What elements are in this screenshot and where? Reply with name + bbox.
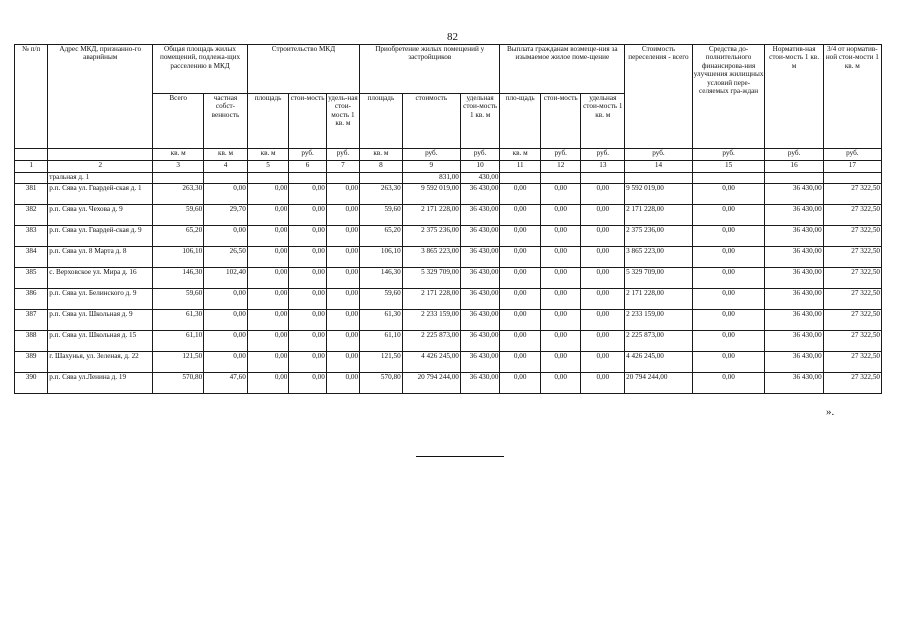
footer-rule — [416, 456, 504, 457]
cell-pay-area: 0,00 — [500, 247, 541, 268]
cell-acq-unit: 36 430,00 — [460, 310, 500, 331]
cell-row-number: 386 — [15, 289, 48, 310]
page-number: 82 — [447, 31, 458, 43]
cell-address: р.п. Сява ул. 8 Марта д. 8 — [48, 247, 153, 268]
cell-area-private: 102,40 — [204, 268, 248, 289]
column-number: 4 — [204, 161, 248, 173]
cell-address: р.п. Сява ул. Чехова д. 9 — [48, 205, 153, 226]
table-row — [15, 184, 882, 205]
cell-pay-area: 0,00 — [500, 289, 541, 310]
cell-pay-cost: 0,00 — [540, 184, 581, 205]
cell-constr-area: 0,00 — [247, 268, 289, 289]
cell-row-number: 390 — [15, 373, 48, 394]
cell-normative-cost: 36 430,00 — [765, 184, 823, 205]
cell-constr-cost: 0,00 — [289, 205, 326, 226]
header-acq-area: площадь — [360, 94, 403, 149]
cont-address: тральная д. 1 — [48, 173, 153, 184]
unit-cell: руб. — [765, 149, 823, 161]
cell-area-total: 61,10 — [153, 331, 204, 352]
unit-cell: кв. м — [204, 149, 248, 161]
cell-pay-area: 0,00 — [500, 184, 541, 205]
cell-pay-unit: 0,00 — [581, 352, 625, 373]
table-row — [15, 331, 882, 352]
cell-normative-cost: 36 430,00 — [765, 373, 823, 394]
cell-constr-unit: 0,00 — [326, 289, 359, 310]
cell-acq-cost: 4 426 245,00 — [402, 352, 460, 373]
cell-constr-cost: 0,00 — [289, 331, 326, 352]
cell-acq-area: 59,60 — [360, 205, 403, 226]
table-row — [15, 247, 882, 268]
cell-acq-area: 570,80 — [360, 373, 403, 394]
cont-acq-cost: 831,00 — [402, 173, 460, 184]
cell-constr-cost: 0,00 — [289, 310, 326, 331]
cell-three-quarters: 27 322,50 — [823, 268, 881, 289]
cell-total-cost: 2 225 873,00 — [625, 331, 693, 352]
cell-additional-funds: 0,00 — [692, 184, 765, 205]
cell-row-number: 388 — [15, 331, 48, 352]
cell-address: р.п. Сява ул. Школьная д. 15 — [48, 331, 153, 352]
cont-blank — [15, 173, 48, 184]
table-row — [15, 289, 882, 310]
cell-constr-area: 0,00 — [247, 331, 289, 352]
cell-constr-area: 0,00 — [247, 352, 289, 373]
cell-acq-area: 65,20 — [360, 226, 403, 247]
cell-total-cost: 2 233 159,00 — [625, 310, 693, 331]
cell-area-private: 26,50 — [204, 247, 248, 268]
cell-constr-unit: 0,00 — [326, 247, 359, 268]
cell-constr-cost: 0,00 — [289, 268, 326, 289]
cell-constr-area: 0,00 — [247, 205, 289, 226]
table-row — [15, 310, 882, 331]
cell-area-total: 146,30 — [153, 268, 204, 289]
cell-acq-cost: 2 225 873,00 — [402, 331, 460, 352]
cell-additional-funds: 0,00 — [692, 226, 765, 247]
cell-pay-cost: 0,00 — [540, 352, 581, 373]
cell-row-number: 383 — [15, 226, 48, 247]
column-number: 12 — [540, 161, 581, 173]
column-number: 9 — [402, 161, 460, 173]
cell-acq-cost: 2 233 159,00 — [402, 310, 460, 331]
cell-constr-unit: 0,00 — [326, 205, 359, 226]
cell-normative-cost: 36 430,00 — [765, 205, 823, 226]
header-normative-cost: Норматив-ная стои-мость 1 кв. м — [765, 45, 823, 149]
cell-pay-area: 0,00 — [500, 310, 541, 331]
header-pay-unit: удельная стои-мость 1 кв. м — [581, 94, 625, 149]
unit-cell: кв. м — [360, 149, 403, 161]
header-address: Адрес МКД, признанно-го аварийным — [48, 45, 153, 149]
column-number: 17 — [823, 161, 881, 173]
cell-area-total: 121,50 — [153, 352, 204, 373]
header-pay-cost: стои-мость — [540, 94, 581, 149]
cell-additional-funds: 0,00 — [692, 247, 765, 268]
cell-row-number: 387 — [15, 310, 48, 331]
column-number: 6 — [289, 161, 326, 173]
cell-normative-cost: 36 430,00 — [765, 331, 823, 352]
table-row — [15, 205, 882, 226]
cell-constr-area: 0,00 — [247, 310, 289, 331]
cell-acq-area: 146,30 — [360, 268, 403, 289]
cell-pay-area: 0,00 — [500, 331, 541, 352]
cell-three-quarters: 27 322,50 — [823, 310, 881, 331]
cell-total-cost: 3 865 223,00 — [625, 247, 693, 268]
cell-pay-cost: 0,00 — [540, 373, 581, 394]
cell-address: р.п. Сява ул. Школьная д. 9 — [48, 310, 153, 331]
cell-pay-cost: 0,00 — [540, 268, 581, 289]
cell-acq-cost: 2 171 228,00 — [402, 289, 460, 310]
column-number: 3 — [153, 161, 204, 173]
column-number: 15 — [692, 161, 765, 173]
cell-row-number: 382 — [15, 205, 48, 226]
cell-three-quarters: 27 322,50 — [823, 331, 881, 352]
unit-cell: кв. м — [247, 149, 289, 161]
unit-cell: кв. м — [153, 149, 204, 161]
cell-acq-cost: 20 794 244,00 — [402, 373, 460, 394]
column-number: 10 — [460, 161, 500, 173]
table-row — [15, 268, 882, 289]
cell-acq-area: 121,50 — [360, 352, 403, 373]
cell-constr-cost: 0,00 — [289, 373, 326, 394]
cell-constr-area: 0,00 — [247, 184, 289, 205]
column-number: 14 — [625, 161, 693, 173]
cell-acq-area: 106,10 — [360, 247, 403, 268]
header-area-private: частная собст-венность — [204, 94, 248, 149]
cell-three-quarters: 27 322,50 — [823, 205, 881, 226]
cell-pay-unit: 0,00 — [581, 226, 625, 247]
cell-acq-cost: 2 375 236,00 — [402, 226, 460, 247]
cell-constr-cost: 0,00 — [289, 352, 326, 373]
cell-acq-unit: 36 430,00 — [460, 226, 500, 247]
cell-row-number: 384 — [15, 247, 48, 268]
column-number: 13 — [581, 161, 625, 173]
cell-acq-unit: 36 430,00 — [460, 352, 500, 373]
column-number: 2 — [48, 161, 153, 173]
cell-pay-area: 0,00 — [500, 373, 541, 394]
unit-cell: руб. — [540, 149, 581, 161]
cell-constr-unit: 0,00 — [326, 331, 359, 352]
unit-cell: руб. — [581, 149, 625, 161]
unit-cell: кв. м — [500, 149, 541, 161]
cell-normative-cost: 36 430,00 — [765, 310, 823, 331]
cell-constr-unit: 0,00 — [326, 373, 359, 394]
cell-acq-unit: 36 430,00 — [460, 373, 500, 394]
cell-address: р.п. Сява ул. Гвардей-ская д. 1 — [48, 184, 153, 205]
cell-three-quarters: 27 322,50 — [823, 247, 881, 268]
unit-cell: руб. — [289, 149, 326, 161]
cell-pay-area: 0,00 — [500, 205, 541, 226]
cell-row-number: 381 — [15, 184, 48, 205]
cell-constr-unit: 0,00 — [326, 184, 359, 205]
cell-additional-funds: 0,00 — [692, 268, 765, 289]
cell-additional-funds: 0,00 — [692, 289, 765, 310]
header-constr-unit: удель-ная стои-мость 1 кв. м — [326, 94, 359, 149]
cell-row-number: 385 — [15, 268, 48, 289]
cell-constr-area: 0,00 — [247, 247, 289, 268]
unit-cell: руб. — [402, 149, 460, 161]
table-row — [15, 373, 882, 394]
cell-normative-cost: 36 430,00 — [765, 226, 823, 247]
header-acquisition-group: Приобретение жилых помещений у застройщиков — [360, 45, 500, 94]
cell-area-total: 106,10 — [153, 247, 204, 268]
cell-pay-unit: 0,00 — [581, 247, 625, 268]
cell-pay-area: 0,00 — [500, 352, 541, 373]
resettlement-table — [14, 44, 882, 394]
cell-pay-cost: 0,00 — [540, 226, 581, 247]
header-payment-group: Выплата гражданам возмеще-ния за изымаемое жилое поме-щение — [500, 45, 625, 94]
cell-constr-cost: 0,00 — [289, 226, 326, 247]
cell-three-quarters: 27 322,50 — [823, 184, 881, 205]
cell-normative-cost: 36 430,00 — [765, 352, 823, 373]
cell-acq-area: 61,10 — [360, 331, 403, 352]
cell-total-cost: 5 329 709,00 — [625, 268, 693, 289]
cell-pay-cost: 0,00 — [540, 247, 581, 268]
cell-additional-funds: 0,00 — [692, 205, 765, 226]
cell-pay-unit: 0,00 — [581, 205, 625, 226]
cell-total-cost: 9 592 019,00 — [625, 184, 693, 205]
units-blank — [15, 149, 48, 161]
cell-pay-cost: 0,00 — [540, 310, 581, 331]
cell-area-total: 263,30 — [153, 184, 204, 205]
cell-area-private: 0,00 — [204, 310, 248, 331]
cell-additional-funds: 0,00 — [692, 331, 765, 352]
cell-acq-unit: 36 430,00 — [460, 268, 500, 289]
header-total-cost: Стоимость переселения - всего — [625, 45, 693, 149]
cell-acq-cost: 5 329 709,00 — [402, 268, 460, 289]
cont-acq-unit: 430,00 — [460, 173, 500, 184]
cell-acq-unit: 36 430,00 — [460, 331, 500, 352]
cell-area-private: 47,60 — [204, 373, 248, 394]
cell-constr-unit: 0,00 — [326, 226, 359, 247]
cell-pay-unit: 0,00 — [581, 268, 625, 289]
cell-area-total: 65,20 — [153, 226, 204, 247]
cell-area-private: 29,70 — [204, 205, 248, 226]
cell-three-quarters: 27 322,50 — [823, 226, 881, 247]
cell-area-private: 0,00 — [204, 226, 248, 247]
column-number: 1 — [15, 161, 48, 173]
table-row — [15, 226, 882, 247]
column-numbers-row — [15, 161, 882, 173]
cell-total-cost: 2 375 236,00 — [625, 226, 693, 247]
cell-area-total: 59,60 — [153, 205, 204, 226]
column-number: 5 — [247, 161, 289, 173]
cell-three-quarters: 27 322,50 — [823, 352, 881, 373]
cell-acq-area: 59,60 — [360, 289, 403, 310]
closing-quote-mark: ». — [826, 406, 835, 418]
header-constr-cost: стои-мость — [289, 94, 326, 149]
cell-normative-cost: 36 430,00 — [765, 247, 823, 268]
cell-total-cost: 4 426 245,00 — [625, 352, 693, 373]
cell-pay-unit: 0,00 — [581, 310, 625, 331]
cell-total-cost: 2 171 228,00 — [625, 205, 693, 226]
cell-normative-cost: 36 430,00 — [765, 268, 823, 289]
cell-address: р.п. Сява ул. Белинского д. 9 — [48, 289, 153, 310]
header-acq-unit: удельная стои-мость 1 кв. м — [460, 94, 500, 149]
cell-three-quarters: 27 322,50 — [823, 373, 881, 394]
unit-cell: руб. — [625, 149, 693, 161]
unit-cell: руб. — [823, 149, 881, 161]
header-three-quarters: 3/4 от норматив-ной стои-мости 1 кв. м — [823, 45, 881, 149]
header-area-total: Всего — [153, 94, 204, 149]
cell-total-cost: 20 794 244,00 — [625, 373, 693, 394]
cell-pay-unit: 0,00 — [581, 331, 625, 352]
cell-constr-area: 0,00 — [247, 226, 289, 247]
cell-area-private: 0,00 — [204, 289, 248, 310]
header-row-number: № п/п — [15, 45, 48, 149]
cell-constr-unit: 0,00 — [326, 310, 359, 331]
cell-area-total: 61,30 — [153, 310, 204, 331]
cell-pay-unit: 0,00 — [581, 289, 625, 310]
cell-address: г. Шахунья, ул. Зеленая, д. 22 — [48, 352, 153, 373]
cell-acq-area: 61,30 — [360, 310, 403, 331]
cell-constr-area: 0,00 — [247, 373, 289, 394]
cell-pay-cost: 0,00 — [540, 331, 581, 352]
cell-area-private: 0,00 — [204, 184, 248, 205]
cell-pay-unit: 0,00 — [581, 184, 625, 205]
cell-constr-unit: 0,00 — [326, 268, 359, 289]
column-number: 11 — [500, 161, 541, 173]
cell-address: р.п. Сява ул.Ленина д. 19 — [48, 373, 153, 394]
column-number: 7 — [326, 161, 359, 173]
header-area-group: Общая площадь жилых помещений, подлежа-щих расселению в МКД — [153, 45, 248, 94]
cell-acq-unit: 36 430,00 — [460, 289, 500, 310]
cell-area-total: 570,80 — [153, 373, 204, 394]
cell-acq-unit: 36 430,00 — [460, 247, 500, 268]
cell-constr-cost: 0,00 — [289, 184, 326, 205]
cell-additional-funds: 0,00 — [692, 352, 765, 373]
cell-address: с. Верховское ул. Мира д. 16 — [48, 268, 153, 289]
cell-additional-funds: 0,00 — [692, 373, 765, 394]
cell-area-private: 0,00 — [204, 331, 248, 352]
cell-additional-funds: 0,00 — [692, 310, 765, 331]
header-constr-area: площадь — [247, 94, 289, 149]
header-acq-cost: стоимость — [402, 94, 460, 149]
cell-normative-cost: 36 430,00 — [765, 289, 823, 310]
header-pay-area: пло-щадь — [500, 94, 541, 149]
cell-acq-cost: 3 865 223,00 — [402, 247, 460, 268]
cell-constr-cost: 0,00 — [289, 247, 326, 268]
cell-acq-unit: 36 430,00 — [460, 184, 500, 205]
cell-constr-unit: 0,00 — [326, 352, 359, 373]
cell-pay-cost: 0,00 — [540, 289, 581, 310]
continuation-row — [15, 173, 882, 184]
column-number: 16 — [765, 161, 823, 173]
cell-pay-area: 0,00 — [500, 268, 541, 289]
table-row — [15, 352, 882, 373]
unit-cell: руб. — [460, 149, 500, 161]
cell-acq-cost: 9 592 019,00 — [402, 184, 460, 205]
cell-acq-unit: 36 430,00 — [460, 205, 500, 226]
unit-cell: руб. — [692, 149, 765, 161]
cell-total-cost: 2 171 228,00 — [625, 289, 693, 310]
cell-three-quarters: 27 322,50 — [823, 289, 881, 310]
cell-address: р.п. Сява ул. Гвардей-ская д. 9 — [48, 226, 153, 247]
cell-area-private: 0,00 — [204, 352, 248, 373]
cell-pay-cost: 0,00 — [540, 205, 581, 226]
cell-acq-area: 263,30 — [360, 184, 403, 205]
cell-constr-cost: 0,00 — [289, 289, 326, 310]
header-construction-group: Строительство МКД — [247, 45, 359, 94]
units-blank — [48, 149, 153, 161]
cell-row-number: 389 — [15, 352, 48, 373]
cell-acq-cost: 2 171 228,00 — [402, 205, 460, 226]
cell-area-total: 59,60 — [153, 289, 204, 310]
cell-constr-area: 0,00 — [247, 289, 289, 310]
column-number: 8 — [360, 161, 403, 173]
unit-cell: руб. — [326, 149, 359, 161]
header-additional-funds: Средства до-полнительного финансирова-ния улучшения жилищных условий пере-селяемых гра-ждан — [692, 45, 765, 149]
cell-pay-unit: 0,00 — [581, 373, 625, 394]
cell-pay-area: 0,00 — [500, 226, 541, 247]
